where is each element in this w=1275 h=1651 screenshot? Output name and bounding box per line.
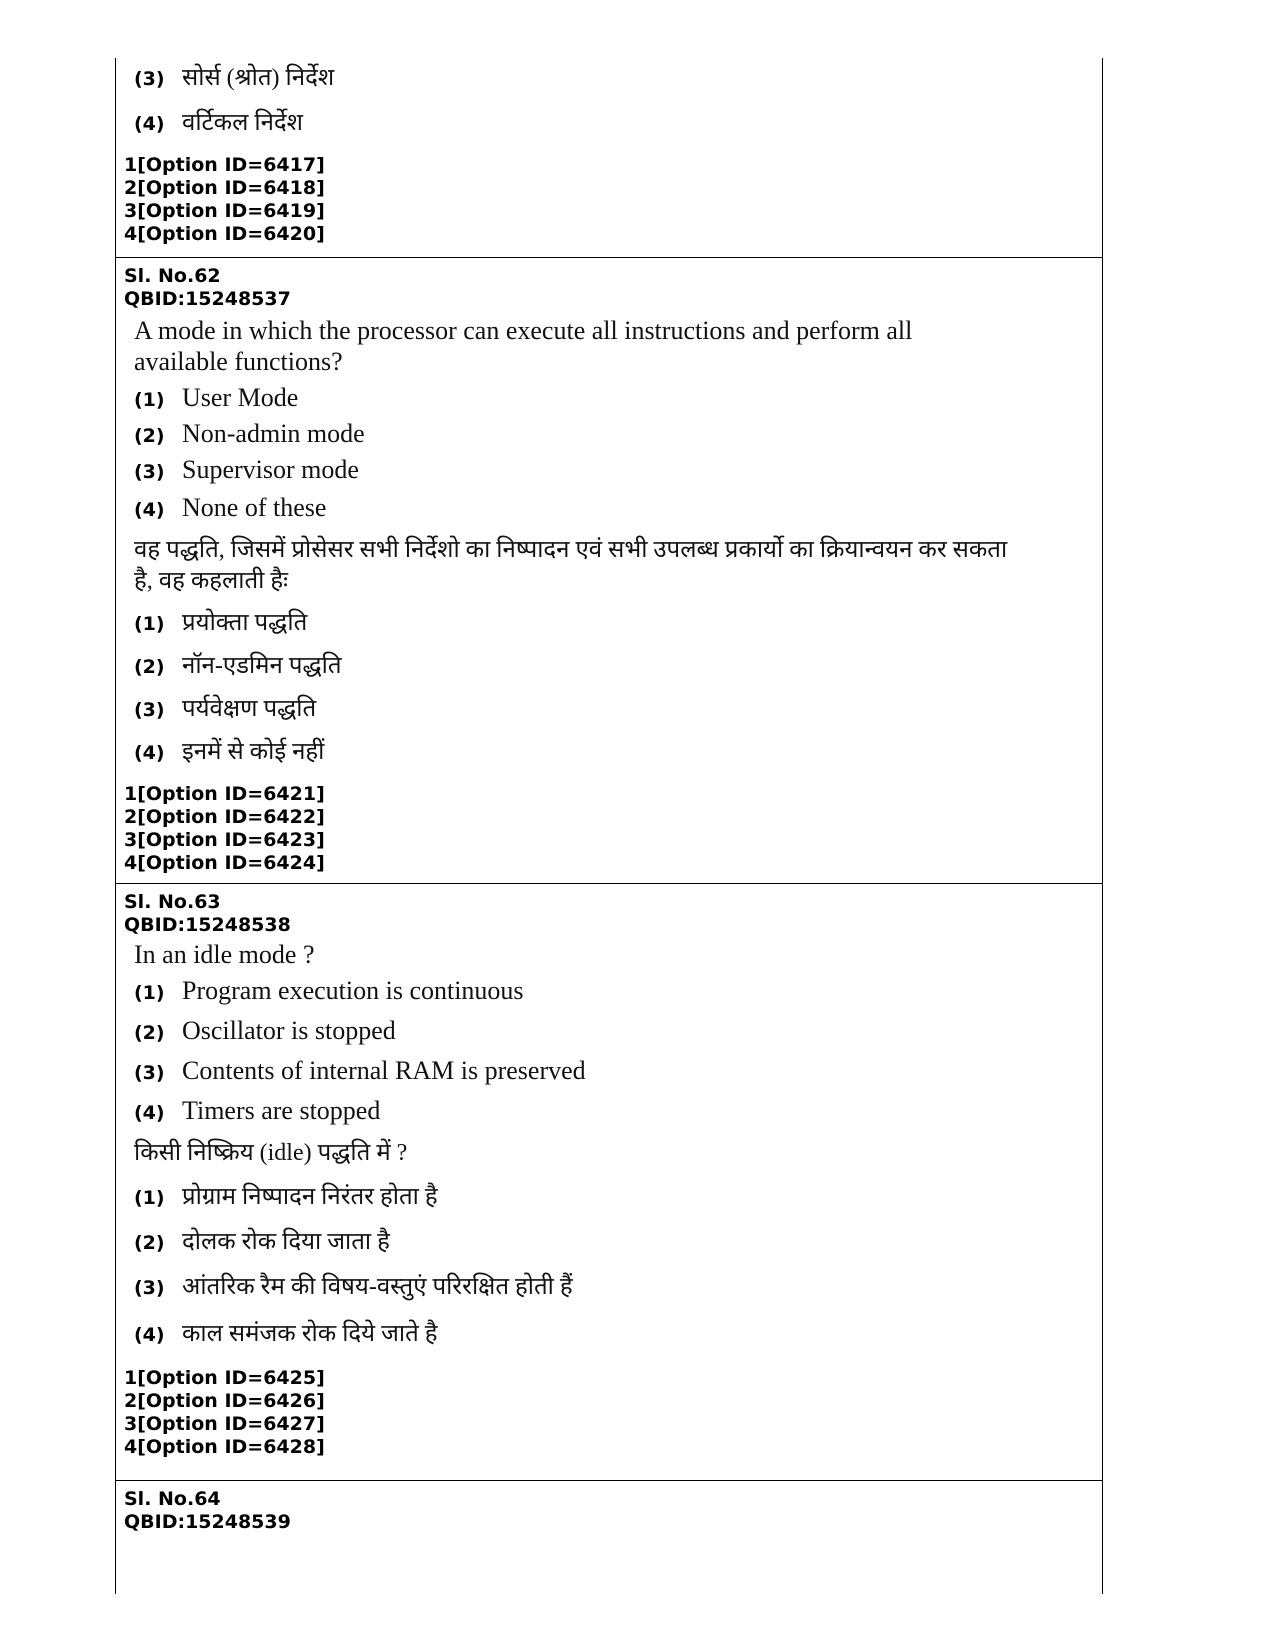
option-id-list	[124, 783, 1094, 875]
option-en-3	[134, 1056, 1094, 1086]
option-text: आंतरिक रैम की विषय-वस्तुएं परिरक्षित होती हैं	[182, 1274, 573, 1300]
option-text: Timers are stopped	[182, 1096, 381, 1125]
option-text: Supervisor mode	[182, 455, 359, 484]
option-hi-4	[134, 734, 1094, 767]
question-block-63	[116, 884, 1102, 1481]
qbid: QBID:15248537	[124, 288, 291, 310]
option-number: (2)	[134, 425, 165, 447]
option-en-2	[134, 419, 1094, 449]
option-text: नॉन-एडमिन पद्धति	[182, 653, 342, 679]
option-text: Non-admin mode	[182, 419, 365, 448]
option-text: User Mode	[182, 383, 299, 412]
option-en-1	[134, 383, 1094, 413]
option-text: None of these	[182, 493, 327, 522]
option-id: 4[Option ID=6428]	[124, 1436, 325, 1458]
option-hi-4	[134, 1316, 1094, 1349]
question-text-en: In an idle mode ?	[134, 940, 315, 969]
option-text: प्रयोक्ता पद्धति	[182, 610, 308, 636]
qbid: QBID:15248539	[124, 1511, 291, 1533]
option-text: Program execution is continuous	[182, 976, 524, 1005]
question-text-hi: वह पद्धति, जिसमें प्रोसेसर सभी निर्देशो का निष्पादन एवं सभी उपलब्ध प्रकार्यो का क्रियान्वयन कर सकता है, वह कहलाती हैः	[134, 537, 1008, 594]
option-number: (4)	[134, 113, 165, 135]
qbid: QBID:15248538	[124, 914, 291, 936]
option-id: 4[Option ID=6424]	[124, 852, 325, 874]
option-number: (3)	[134, 461, 165, 483]
option-number: (4)	[134, 1102, 165, 1124]
option-text: Oscillator is stopped	[182, 1016, 396, 1045]
option-number: (2)	[134, 656, 165, 678]
question-block-64	[116, 1481, 1102, 1538]
option-en-4	[134, 1096, 1094, 1126]
option-id: 2[Option ID=6426]	[124, 1390, 325, 1412]
option-number: (3)	[134, 68, 165, 90]
option-hi-2	[134, 1224, 1094, 1257]
option-hi-1	[134, 1179, 1094, 1212]
option-id-list	[124, 1367, 1094, 1459]
option-text: इनमें से कोई नहीं	[182, 739, 325, 765]
option-number: (4)	[134, 742, 165, 764]
option-text: काल समंजक रोक दिये जाते है	[182, 1321, 438, 1347]
option-hi-1	[134, 605, 1094, 638]
option-en-2	[134, 1016, 1094, 1046]
option-number: (4)	[134, 499, 165, 521]
option-text: सोर्स (श्रोत) निर्देश	[182, 65, 335, 91]
option-hi-3	[134, 60, 1094, 93]
option-number: (3)	[134, 1277, 165, 1299]
question-text-hi: किसी निष्क्रिय (idle) पद्धति में ?	[134, 1140, 408, 1166]
option-id-list	[124, 154, 1094, 246]
serial-number: Sl. No.62	[124, 265, 221, 287]
option-en-3	[134, 455, 1094, 485]
option-id: 3[Option ID=6423]	[124, 829, 325, 851]
option-text: Contents of internal RAM is preserved	[182, 1056, 586, 1085]
question-block-62	[116, 258, 1102, 884]
option-hi-3	[134, 691, 1094, 724]
option-number: (3)	[134, 699, 165, 721]
option-en-1	[134, 976, 1094, 1006]
option-hi-4	[134, 105, 1094, 138]
option-number: (2)	[134, 1232, 165, 1254]
option-hi-2	[134, 648, 1094, 681]
option-number: (1)	[134, 982, 165, 1004]
option-id: 3[Option ID=6427]	[124, 1413, 325, 1435]
option-id: 1[Option ID=6421]	[124, 783, 325, 805]
question-text-en: A mode in which the processor can execute all instructions and perform all available functions?	[134, 316, 913, 376]
option-text: पर्यवेक्षण पद्धति	[182, 696, 317, 722]
serial-number: Sl. No.64	[124, 1488, 221, 1510]
option-id: 1[Option ID=6425]	[124, 1367, 325, 1389]
option-number: (1)	[134, 389, 165, 411]
question-block-61-continued	[116, 60, 1102, 258]
option-hi-3	[134, 1269, 1094, 1302]
option-id: 1[Option ID=6417]	[124, 154, 325, 176]
option-number: (3)	[134, 1062, 165, 1084]
option-id: 4[Option ID=6420]	[124, 223, 325, 245]
option-number: (1)	[134, 613, 165, 635]
option-number: (4)	[134, 1324, 165, 1346]
option-number: (1)	[134, 1187, 165, 1209]
option-id: 3[Option ID=6419]	[124, 200, 325, 222]
option-en-4	[134, 493, 1094, 523]
question-paper-page	[115, 58, 1103, 1594]
option-text: वर्टिकल निर्देश	[182, 110, 303, 136]
option-id: 2[Option ID=6422]	[124, 806, 325, 828]
serial-number: Sl. No.63	[124, 891, 221, 913]
option-text: प्रोग्राम निष्पादन निरंतर होता है	[182, 1184, 438, 1210]
option-id: 2[Option ID=6418]	[124, 177, 325, 199]
option-text: दोलक रोक दिया जाता है	[182, 1229, 390, 1255]
option-number: (2)	[134, 1022, 165, 1044]
